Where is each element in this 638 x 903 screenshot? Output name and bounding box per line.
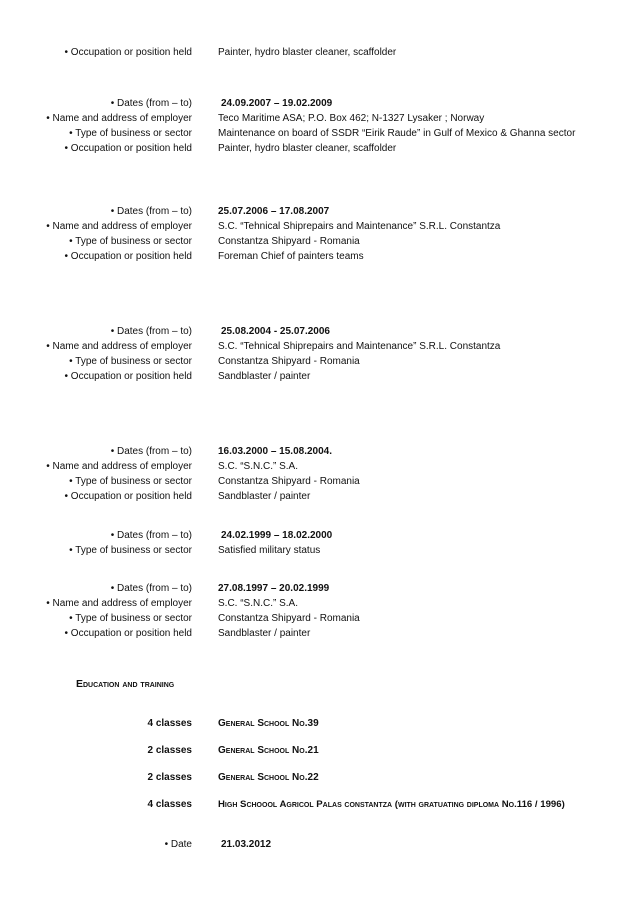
sector-value: Constantza Shipyard - Romania xyxy=(218,613,360,624)
education-school: General School No.21 xyxy=(218,745,319,756)
employer-row xyxy=(0,596,638,611)
dates-row xyxy=(0,528,638,543)
sector-value: Maintenance on board of SSDR “Eirik Raude” in Gulf of Mexico & Ghanna sector xyxy=(218,128,576,139)
education-classes: 4 classes xyxy=(147,718,192,729)
education-school: High Schoool Agricol Palas constantza (with gratuating diploma No.116 / 1996) xyxy=(218,799,565,810)
sector-row xyxy=(0,354,638,369)
dates-value: 25.08.2004 - 25.07.2006 xyxy=(221,326,330,337)
occupation-value: Painter, hydro blaster cleaner, scaffolder xyxy=(218,143,397,154)
dates-label: • Dates (from – to) xyxy=(110,530,192,541)
date-label: • Date xyxy=(164,839,192,850)
employer-row xyxy=(0,219,638,234)
education-school: General School No.22 xyxy=(218,772,319,783)
dates-label: • Dates (from – to) xyxy=(110,583,192,594)
dates-row xyxy=(0,324,638,339)
employer-value: S.C. “Tehnical Shiprepairs and Maintenance” S.R.L. Constantza xyxy=(218,341,501,352)
occupation-value: Sandblaster / painter xyxy=(218,628,311,639)
occupation-row xyxy=(0,626,638,641)
sector-value: Constantza Shipyard - Romania xyxy=(218,356,360,367)
employer-value: S.C. “S.N.C.” S.A. xyxy=(218,598,299,609)
dates-label: • Dates (from – to) xyxy=(110,326,192,337)
education-item xyxy=(0,743,638,758)
sector-label: • Type of business or sector xyxy=(69,545,192,556)
employer-label: • Name and address of employer xyxy=(46,221,192,232)
sector-value: Constantza Shipyard - Romania xyxy=(218,236,360,247)
employer-value: Teco Maritime ASA; P.O. Box 462; N-1327 Lysaker ; Norway xyxy=(218,113,485,124)
occupation-value: Painter, hydro blaster cleaner, scaffolder xyxy=(218,47,397,58)
occupation-value: Foreman Chief of painters teams xyxy=(218,251,364,262)
employer-row xyxy=(0,459,638,474)
sector-label: • Type of business or sector xyxy=(69,476,192,487)
sector-value: Satisfied military status xyxy=(218,545,321,556)
occupation-row xyxy=(0,369,638,384)
education-classes: 2 classes xyxy=(147,745,192,756)
sector-row xyxy=(0,234,638,249)
occupation-row xyxy=(0,45,638,60)
dates-label: • Dates (from – to) xyxy=(110,98,192,109)
occupation-value: Sandblaster / painter xyxy=(218,371,311,382)
employer-label: • Name and address of employer xyxy=(46,341,192,352)
sector-label: • Type of business or sector xyxy=(69,613,192,624)
education-classes: 4 classes xyxy=(147,799,192,810)
sector-label: • Type of business or sector xyxy=(69,128,192,139)
occupation-value: Sandblaster / painter xyxy=(218,491,311,502)
education-item xyxy=(0,797,638,812)
occupation-label: • Occupation or position held xyxy=(64,628,192,639)
dates-row xyxy=(0,444,638,459)
dates-value: 27.08.1997 – 20.02.1999 xyxy=(218,583,330,594)
employer-label: • Name and address of employer xyxy=(46,598,192,609)
occupation-label: • Occupation or position held xyxy=(64,251,192,262)
education-section-title: Education and training xyxy=(76,678,175,690)
education-date-row xyxy=(0,837,638,852)
occupation-label: • Occupation or position held xyxy=(64,491,192,502)
dates-value: 24.02.1999 – 18.02.2000 xyxy=(221,530,333,541)
education-classes: 2 classes xyxy=(147,772,192,783)
dates-label: • Dates (from – to) xyxy=(110,206,192,217)
date-value: 21.03.2012 xyxy=(221,839,272,850)
employer-row xyxy=(0,111,638,126)
education-item xyxy=(0,770,638,785)
employer-label: • Name and address of employer xyxy=(46,113,192,124)
education-school: General School No.39 xyxy=(218,718,319,729)
dates-row xyxy=(0,96,638,111)
employer-label: • Name and address of employer xyxy=(46,461,192,472)
employer-value: S.C. “S.N.C.” S.A. xyxy=(218,461,299,472)
sector-row xyxy=(0,474,638,489)
dates-value: 16.03.2000 – 15.08.2004. xyxy=(218,446,332,457)
sector-value: Constantza Shipyard - Romania xyxy=(218,476,360,487)
employer-row xyxy=(0,339,638,354)
sector-row xyxy=(0,543,638,558)
sector-row xyxy=(0,611,638,626)
employer-value: S.C. “Tehnical Shiprepairs and Maintenance” S.R.L. Constantza xyxy=(218,221,501,232)
dates-label: • Dates (from – to) xyxy=(110,446,192,457)
occupation-label: • Occupation or position held xyxy=(64,47,192,58)
occupation-row xyxy=(0,249,638,264)
occupation-row xyxy=(0,489,638,504)
sector-label: • Type of business or sector xyxy=(69,236,192,247)
sector-row xyxy=(0,126,638,141)
sector-label: • Type of business or sector xyxy=(69,356,192,367)
dates-row xyxy=(0,581,638,596)
dates-row xyxy=(0,204,638,219)
occupation-label: • Occupation or position held xyxy=(64,371,192,382)
occupation-row xyxy=(0,141,638,156)
education-item xyxy=(0,716,638,731)
occupation-label: • Occupation or position held xyxy=(64,143,192,154)
dates-value: 24.09.2007 – 19.02.2009 xyxy=(221,98,333,109)
dates-value: 25.07.2006 – 17.08.2007 xyxy=(218,206,330,217)
